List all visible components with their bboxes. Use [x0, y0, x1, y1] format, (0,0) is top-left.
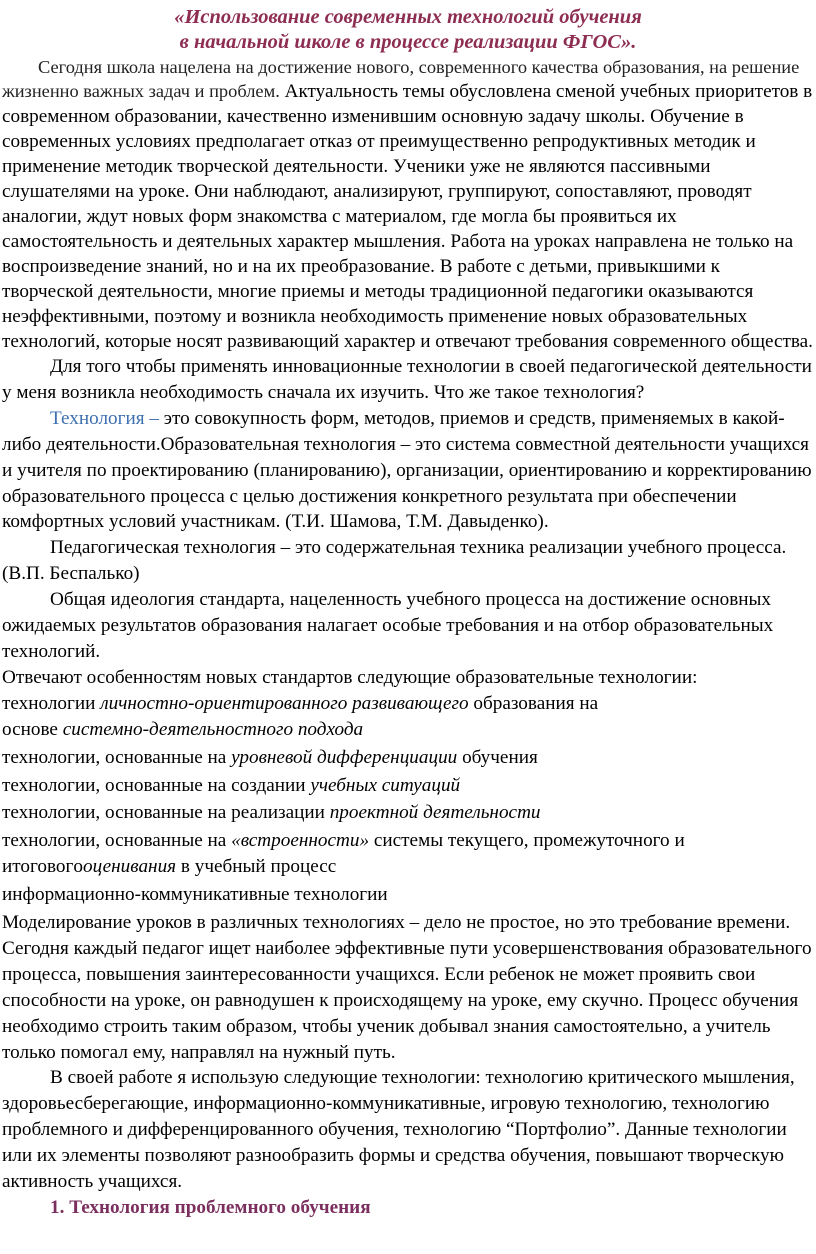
title-line-1: «Использование современных технологий обучения: [174, 6, 642, 28]
paragraph-technology-question: Для того чтобы применять инновационные технологии в своей педагогической деятельности у меня возникла необходимость сначала их изучить. Что же такое технология?: [2, 356, 812, 403]
section-heading: 1. Технология проблемного обучения: [50, 1197, 371, 1218]
list-item: технологии личностно-ориентированного развивающего образования на основе системно-деятельностного подхода: [2, 692, 599, 740]
paragraph-technology-definition: [2, 406, 814, 536]
paragraph-lesson-modeling: Моделирование уроков в различных технологиях – дело не простое, но это требование времени. Сегодня каждый педагог ищет наиболее эффективные пути усовершенствования образовательного процесса, повышения заинтересованности учащихся. Если ребенок не может проявить свои способности на уроке, он равнодушен к происходящему на уроке, ему скучно. Процесс обучения необходимо строить таким образом, чтобы ученик добывал знания самостоятельно, а учитель только помогал ему, направлял на нужный путь.: [2, 912, 812, 1063]
definition-text: это совокупность форм, методов, приемов и средств, применяемых в какой-либо деятельности.Образовательная технология – это система совместной деятельности учащихся и учителя по проектированию (планированию), организации, ориентированию и корректированию образовательного процесса с целью достижения конкретного результата при обеспечении комфортных условий участникам. (Т.И. Шамова, Т.М. Давыденко).: [2, 407, 812, 533]
paragraph-my-technologies: В своей работе я использую следующие технологии: технологию критического мышления, здоровьесберегающие, информационно-коммуникативные, игровую технологию, технологию проблемного и дифференцированного обучения, технологию “Портфолио”. Данные технологии или их элементы позволяют разнообразить формы и средства обучения, повышают творческую активность учащихся.: [2, 1067, 795, 1193]
term-technology: Технология –: [50, 407, 159, 429]
list-item: технологии, основанные на реализации проектной деятельности: [2, 802, 541, 824]
paragraph-pedagogical-technology: Педагогическая технология – это содержательная техника реализации учебного процесса. (В.П. Беспалько): [2, 537, 787, 585]
list-item: технологии, основанные на «встроенности» системы текущего, промежуточного и итоговогoоценивания в учебный процесс: [2, 830, 685, 878]
paragraph-standard-ideology: Общая идеология стандарта, нацеленность учебного процесса на достижение основных ожидаемых результатов образования налагает особые требования и на отбор образовательных технологий.: [2, 589, 774, 662]
paragraph-list-intro: Отвечают особенностям новых стандартов следующие образовательные технологии:: [2, 666, 698, 688]
list-item: технологии, основанные на создании учебных ситуаций: [2, 774, 461, 796]
paragraph-intro: [2, 55, 814, 354]
title-line-2: в начальной школе в процессе реализации ФГОС».: [179, 31, 637, 53]
intro-gray-text: Сегодня школа нацелена на достижение нового, современного качества образования, на решение жизненно важных задач и проблем.: [2, 57, 800, 101]
list-item: технологии, основанные на уровневой дифференциации обучения: [2, 746, 538, 768]
document-body: [0, 55, 816, 1221]
document-title: [0, 5, 816, 55]
list-item: информационно-коммуникативные технологии: [2, 884, 388, 906]
intro-rest-text: Актуальность темы обусловлена сменой учебных приоритетов в современном образовании, качественно изменившим основную задачу школы. Обучение в современных условиях предполагает отказ от преимущественно репродуктивных методик и применение методик творческой деятельности. Ученики уже не являются пассивными слушателями на уроке. Они наблюдают, анализируют, группируют, сопоставляют, проводят аналогии, ждут новых форм знакомства с материалом, где могла бы проявиться их самостоятельность и деятельных характер мышления. Работа на уроках направлена не только на воспроизведение знаний, но и на их преобразование. В работе с детьми, привыкшими к творческой деятельности, многие приемы и методы традиционной педагогики оказываются неэффективными, поэтому и возникла необходимость применение новых образовательных технологий, которые носят развивающий характер и отвечают требования современного общества.: [2, 81, 813, 352]
technology-list: [2, 691, 814, 908]
